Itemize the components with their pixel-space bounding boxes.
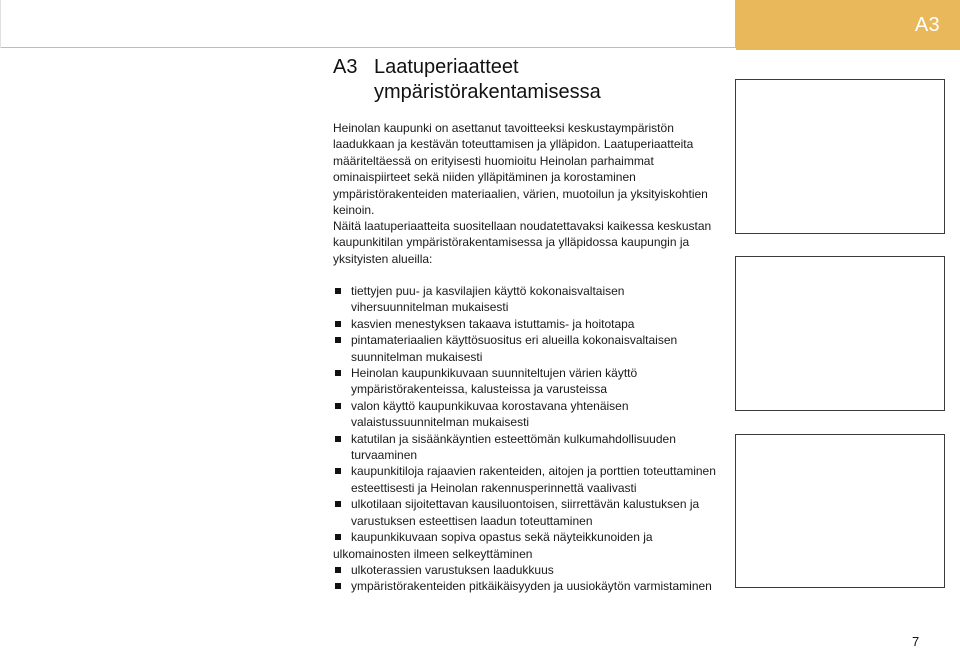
image-placeholder-1 [735, 79, 945, 234]
section-tab: A3 [736, 0, 960, 50]
list-item: Heinolan kaupunkikuvaan suunniteltujen värien käyttö ympäristörakenteissa, kalusteissa ja varusteissa [333, 365, 723, 398]
bullet-square-icon [335, 583, 341, 589]
intro-paragraph: Heinolan kaupunki on asettanut tavoitteeksi keskustaympäristön laadukkaan ja kestävän toteuttamisen ja ylläpidon. Laatuperiaatteita määriteltäessä on erityisesti huomioitu Heinolan parhaimmat ominaispiirteet sekä niiden ylläpitäminen ja korostaminen ympäristörakenteiden materiaalien, värien, muotoilun ja yksityiskohtien keinoin. [333, 121, 708, 218]
header-bar [0, 0, 736, 48]
page-number: 7 [912, 634, 920, 649]
bullet-square-icon [335, 337, 341, 343]
bullet-square-icon [335, 567, 341, 573]
bullet-square-icon [335, 321, 341, 327]
bullet-square-icon [335, 501, 341, 507]
title-text: Laatuperiaatteet ympäristörakentamisessa [374, 56, 601, 103]
list-item: kaupunkitiloja rajaavien rakenteiden, aitojen ja porttien toteuttaminen esteettisesti ja Heinolan rakennusperinnettä vaalivasti [333, 463, 723, 496]
bullet-square-icon [335, 436, 341, 442]
list-item: tiettyjen puu- ja kasvilajien käyttö kokonaisvaltaisen vihersuunnitelman mukaisesti [333, 283, 723, 316]
list-item: ulkoterassien varustuksen laadukkuus [333, 562, 723, 578]
list-item: katutilan ja sisäänkäyntien esteettömän kulkumahdollisuuden turvaaminen [333, 431, 723, 464]
bullet-square-icon [335, 288, 341, 294]
bullet-square-icon [335, 370, 341, 376]
list-item: valon käyttö kaupunkikuvaa korostavana yhtenäisen valaistussuunnitelman mukaisesti [333, 398, 723, 431]
image-placeholder-2 [735, 256, 945, 411]
list-item: kasvien menestyksen takaava istuttamis- ja hoitotapa [333, 316, 723, 332]
list-item: pintamateriaalien käyttösuositus eri alueilla kokonaisvaltaisen suunnitelman mukaisesti [333, 332, 723, 365]
bullet-square-icon [335, 468, 341, 474]
bullet-square-icon [335, 534, 341, 540]
list-item: ulkotilaan sijoitettavan kausiluontoisen, siirrettävän kalustuksen ja varustuksen esteettisen laadun toteuttaminen [333, 496, 723, 529]
list-item: kaupunkikuvaan sopiva opastus sekä näyteikkunoiden ja ulkomainosten ilmeen selkeyttäminen [333, 530, 653, 561]
principles-paragraph: Näitä laatuperiaatteita suositellaan noudatettavaksi kaikessa keskustan kaupunkitilan ympäristörakentamisessa ja ylläpidossa kaupungin ja yksityisten alueilla: [333, 219, 712, 266]
bullet-square-icon [335, 403, 341, 409]
title-number: A3 [333, 56, 358, 78]
principles-list [333, 283, 723, 595]
list-item: ympäristörakenteiden pitkäikäisyyden ja uusiokäytön varmistaminen [333, 578, 723, 594]
image-placeholder-3 [735, 434, 945, 588]
